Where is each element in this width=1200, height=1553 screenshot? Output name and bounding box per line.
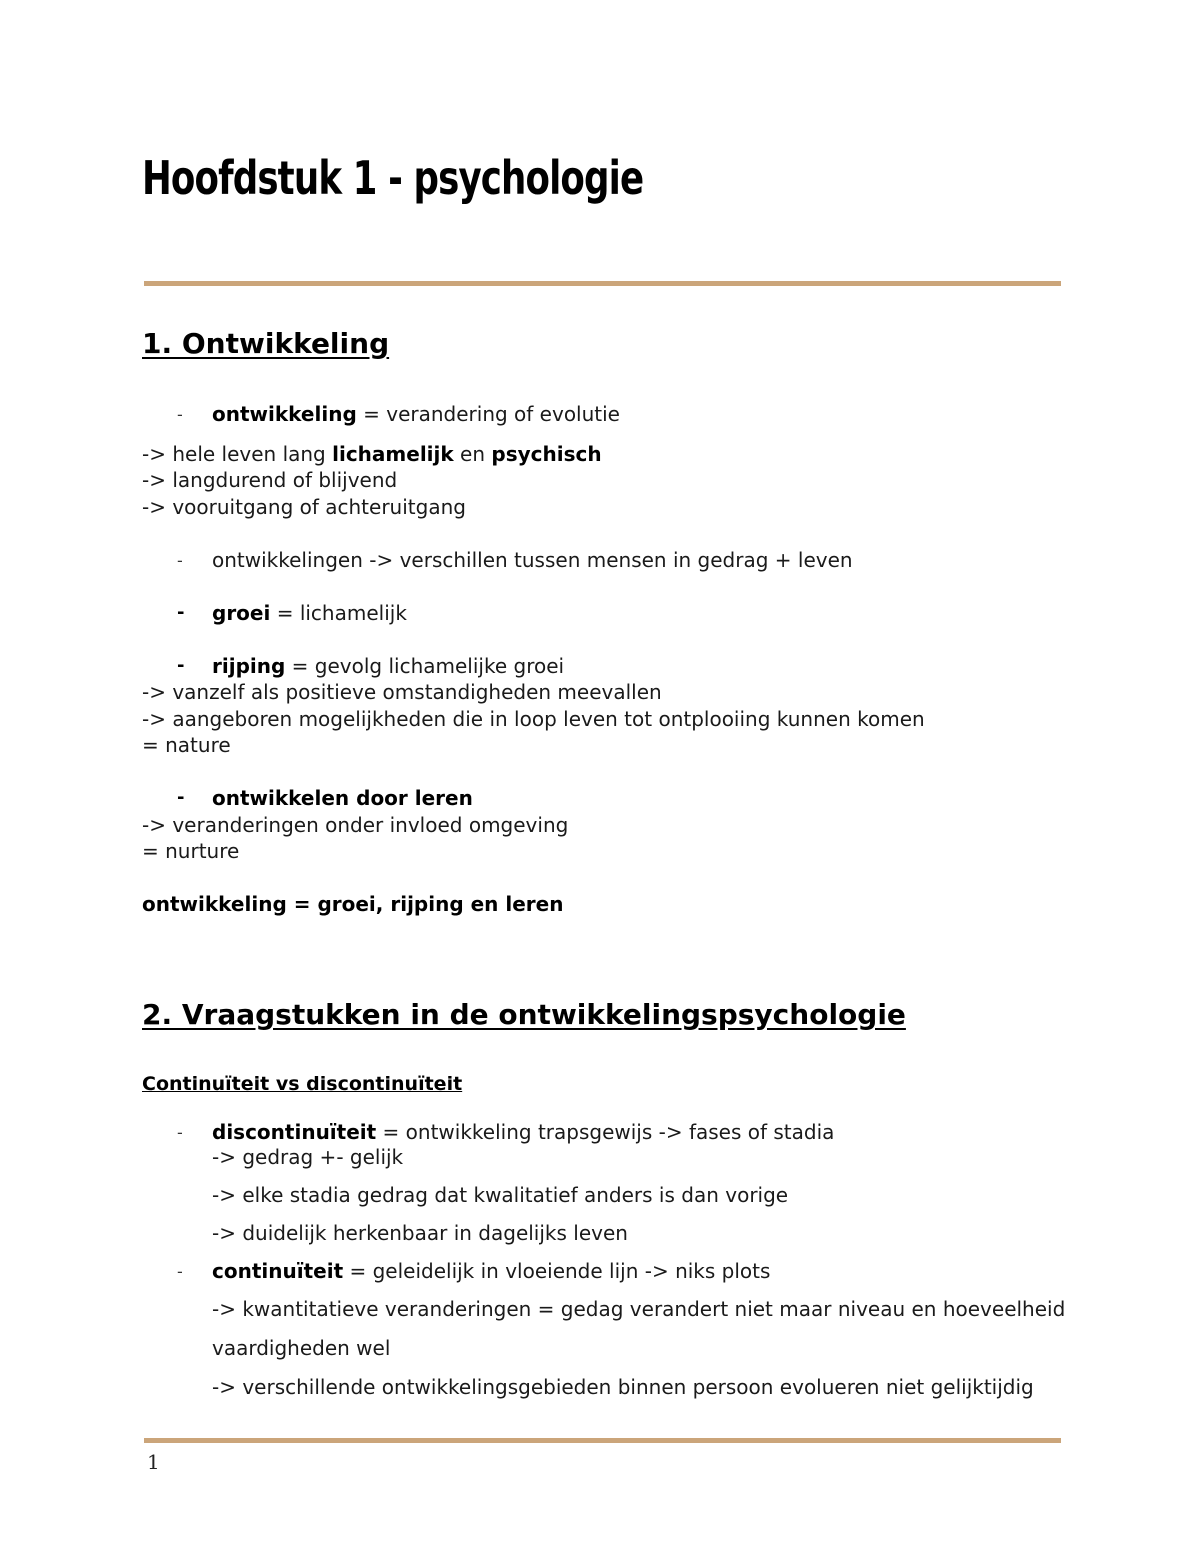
- text-line: -> veranderingen onder invloed omgeving: [142, 813, 569, 837]
- term: continuïteit: [212, 1259, 344, 1283]
- bullet-ontwikkelingen: ontwikkelingen -> verschillen tussen mensen in gedrag + leven: [212, 548, 853, 572]
- bullet-ontwikkeling: [212, 401, 620, 427]
- summary: ontwikkeling = groei, rijping en leren: [142, 892, 564, 916]
- text-line: -> langdurend of blijvend: [142, 468, 398, 492]
- section-heading-ontwikkeling: 1. Ontwikkeling: [142, 327, 390, 360]
- term: lichamelijk: [332, 442, 454, 466]
- term: discontinuïteit: [212, 1120, 377, 1144]
- bullet-dash: -: [177, 1262, 183, 1281]
- text-line: [142, 441, 602, 467]
- bullet-dash: -: [177, 655, 185, 676]
- bullet-continuiteit: [212, 1258, 770, 1284]
- text-line: -> aangeboren mogelijkheden die in loop leven tot ontplooiing kunnen komen: [142, 707, 925, 731]
- section-heading-vraagstukken: 2. Vraagstukken in de ontwikkelingspsychologie: [142, 998, 906, 1031]
- bullet-discontinuiteit: [212, 1119, 834, 1145]
- text-line: -> vanzelf als positieve omstandigheden meevallen: [142, 680, 662, 704]
- footer-divider: [144, 1438, 1061, 1443]
- text-line: = nature: [142, 733, 231, 757]
- bullet-groei: [212, 600, 407, 626]
- text-line: -> vooruitgang of achteruitgang: [142, 495, 466, 519]
- definition: = ontwikkeling trapsgewijs -> fases of stadia: [376, 1120, 835, 1144]
- definition: = gevolg lichamelijke groei: [285, 654, 565, 678]
- term: rijping: [212, 654, 286, 678]
- bullet-dash: -: [177, 602, 185, 623]
- top-divider: [144, 281, 1061, 286]
- bullet-rijping: [212, 653, 564, 679]
- term: ontwikkelen door leren: [212, 786, 473, 810]
- text-line: -> elke stadia gedrag dat kwalitatief anders is dan vorige: [212, 1183, 789, 1207]
- text-line: -> verschillende ontwikkelingsgebieden binnen persoon evolueren niet gelijktijdig: [212, 1375, 1034, 1399]
- text-part: -> hele leven lang: [142, 442, 333, 466]
- bullet-dash: -: [177, 551, 183, 570]
- definition: = lichamelijk: [270, 601, 407, 625]
- bullet-dash: -: [177, 405, 183, 424]
- definition: = verandering of evolutie: [356, 402, 620, 426]
- text-line: -> duidelijk herkenbaar in dagelijks leven: [212, 1221, 628, 1245]
- text-line: = nurture: [142, 839, 240, 863]
- text-line: vaardigheden wel: [212, 1336, 391, 1360]
- summary-line: [142, 891, 563, 917]
- bullet-ontwikkelen-door-leren: [212, 785, 473, 811]
- text-line: -> kwantitatieve veranderingen = gedag verandert niet maar niveau en hoeveelheid: [212, 1297, 1066, 1321]
- text-line: -> gedrag +- gelijk: [212, 1145, 404, 1169]
- bullet-dash: -: [177, 787, 185, 808]
- page-number: 1: [147, 1450, 160, 1474]
- page-title: Hoofdstuk 1 - psychologie: [142, 151, 644, 205]
- term: psychisch: [491, 442, 602, 466]
- term: groei: [212, 601, 271, 625]
- subheading-continuiteit: Continuïteit vs discontinuïteit: [142, 1073, 463, 1095]
- text-part: en: [453, 442, 492, 466]
- bullet-dash: -: [177, 1123, 183, 1142]
- term: ontwikkeling: [212, 402, 357, 426]
- definition: = geleidelijk in vloeiende lijn -> niks plots: [343, 1259, 771, 1283]
